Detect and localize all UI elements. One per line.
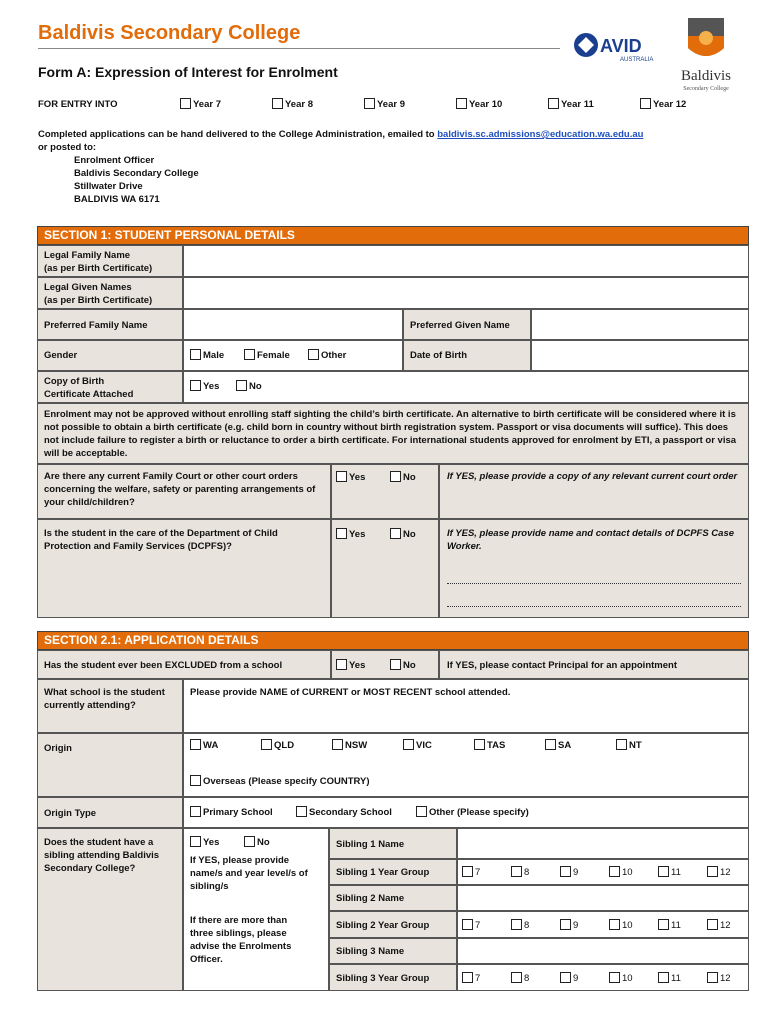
- gender-male-checkbox[interactable]: Male: [190, 349, 224, 362]
- sib3-year-10[interactable]: 10: [609, 972, 633, 985]
- sib3-year-options: [457, 964, 749, 991]
- sib1-year-options: [457, 859, 749, 885]
- origin-wa-checkbox[interactable]: WA: [190, 739, 218, 752]
- sib3-year-9[interactable]: 9: [560, 972, 578, 985]
- sib3-year-label: Sibling 3 Year Group: [329, 964, 457, 991]
- section1-header: SECTION 1: STUDENT PERSONAL DETAILS: [37, 226, 749, 245]
- origin-type-options-cell: [183, 797, 749, 828]
- birth-cert-yes-checkbox[interactable]: Yes: [190, 380, 219, 393]
- sib2-year-7[interactable]: 7: [462, 919, 480, 932]
- legal-family-label-cell: Legal Family Name (as per Birth Certificate): [37, 245, 183, 277]
- birth-cert-options-cell: [183, 371, 749, 403]
- sib2-name-label: Sibling 2 Name: [329, 885, 457, 911]
- birth-cert-label-cell: Copy of Birth Certificate Attached: [37, 371, 183, 403]
- pref-given-label-cell: Preferred Given Name: [403, 309, 531, 340]
- sibling-no-checkbox[interactable]: No: [244, 836, 270, 849]
- origin-sa-checkbox[interactable]: SA: [545, 739, 571, 752]
- section2-header: SECTION 2.1: APPLICATION DETAILS: [37, 631, 749, 650]
- origin-vic-checkbox[interactable]: VIC: [403, 739, 432, 752]
- sib3-year-8[interactable]: 8: [511, 972, 529, 985]
- origin-other-checkbox[interactable]: Other (Please specify): [416, 806, 529, 819]
- caseworker-line-1[interactable]: [447, 583, 741, 584]
- address-line: Baldivis Secondary College: [74, 168, 199, 179]
- entry-year-8[interactable]: Year 8: [272, 98, 313, 111]
- address-line: BALDIVIS WA 6171: [74, 194, 160, 205]
- address-line: Enrolment Officer: [74, 155, 155, 166]
- origin-secondary-checkbox[interactable]: Secondary School: [296, 806, 392, 819]
- court-order-yes-checkbox[interactable]: Yes: [336, 471, 365, 484]
- legal-family-input[interactable]: [183, 245, 749, 277]
- sib3-year-11[interactable]: 11: [658, 972, 681, 985]
- entry-year-7[interactable]: Year 7: [180, 98, 221, 111]
- origin-tas-checkbox[interactable]: TAS: [474, 739, 505, 752]
- header-rule: [38, 48, 560, 49]
- legal-given-input[interactable]: [183, 277, 749, 309]
- form-title: Form A: Expression of Interest for Enrolment: [38, 64, 338, 80]
- sib1-year-12[interactable]: 12: [707, 866, 731, 879]
- sib1-name-label: Sibling 1 Name: [329, 828, 457, 859]
- origin-overseas-checkbox[interactable]: Overseas (Please specify COUNTRY): [190, 775, 370, 788]
- origin-qld-checkbox[interactable]: QLD: [261, 739, 294, 752]
- excluded-yes-checkbox[interactable]: Yes: [336, 659, 365, 672]
- court-order-question-cell: Are there any current Family Court or other court orders concerning the welfare, safety or parenting arrangements of your child/children?: [37, 464, 331, 519]
- excluded-options-cell: [331, 650, 439, 679]
- pref-family-input[interactable]: [183, 309, 403, 340]
- avid-logo: [572, 30, 662, 64]
- sib3-year-7[interactable]: 7: [462, 972, 480, 985]
- pref-given-input[interactable]: [531, 309, 749, 340]
- sib1-year-10[interactable]: 10: [609, 866, 633, 879]
- sib1-name-input[interactable]: [457, 828, 749, 859]
- origin-label-cell: Origin: [37, 733, 183, 797]
- college-crest: [668, 14, 744, 94]
- sib1-year-7[interactable]: 7: [462, 866, 480, 879]
- crest-icon: [668, 14, 744, 94]
- current-school-input[interactable]: [183, 679, 749, 733]
- entry-label: FOR ENTRY INTO: [38, 99, 118, 110]
- sib3-name-input[interactable]: [457, 938, 749, 964]
- court-order-no-checkbox[interactable]: No: [390, 471, 416, 484]
- intro-posted: or posted to:: [38, 142, 97, 153]
- sib2-year-options: [457, 911, 749, 938]
- gender-label-cell: Gender: [37, 340, 183, 371]
- sib2-year-8[interactable]: 8: [511, 919, 529, 932]
- entry-year-12[interactable]: Year 12: [640, 98, 686, 111]
- sib2-year-11[interactable]: 11: [658, 919, 681, 932]
- sibling-yes-checkbox[interactable]: Yes: [190, 836, 219, 849]
- entry-year-11[interactable]: Year 11: [548, 98, 594, 111]
- birth-cert-notice: Enrolment may not be approved without enrolling staff sighting the child’s birth certificate. An alternative to birth certificate will be considered where it is not possible to obtain a birth certificate (e.g. child born in country without birth registration system. Passport or visa documents will suffice). This does not include failure to register a birth or reluctance to order a birth certificate. For international students approved for enrolment by ETI, a passport or visa will be acceptable.: [37, 403, 749, 464]
- sib3-year-12[interactable]: 12: [707, 972, 731, 985]
- college-name: Baldivis Secondary College: [38, 22, 301, 44]
- gender-other-checkbox[interactable]: Other: [308, 349, 346, 362]
- sib1-year-9[interactable]: 9: [560, 866, 578, 879]
- origin-type-label-cell: Origin Type: [37, 797, 183, 828]
- sibling-more-note: If there are more than three siblings, please advise the Enrolments Officer.: [190, 915, 292, 965]
- court-order-note-cell: If YES, please provide a copy of any relevant current court order: [439, 464, 749, 519]
- origin-nt-checkbox[interactable]: NT: [616, 739, 642, 752]
- sib1-year-11[interactable]: 11: [658, 866, 681, 879]
- gender-female-checkbox[interactable]: Female: [244, 349, 290, 362]
- excluded-note-cell: If YES, please contact Principal for an appointment: [439, 650, 749, 679]
- sibling-options-cell: [183, 828, 329, 991]
- court-order-options-cell: [331, 464, 439, 519]
- sib3-name-label: Sibling 3 Name: [329, 938, 457, 964]
- dcpfs-options-cell: [331, 519, 439, 618]
- crest-sub: Secondary College: [683, 86, 729, 92]
- address-line: Stillwater Drive: [74, 181, 143, 192]
- dob-label-cell: Date of Birth: [403, 340, 531, 371]
- pref-family-label-cell: Preferred Family Name: [37, 309, 183, 340]
- sib2-year-label: Sibling 2 Year Group: [329, 911, 457, 938]
- sib2-year-9[interactable]: 9: [560, 919, 578, 932]
- birth-cert-no-checkbox[interactable]: No: [236, 380, 262, 393]
- sib1-year-8[interactable]: 8: [511, 866, 529, 879]
- caseworker-line-2[interactable]: [447, 606, 741, 607]
- sibling-yes-note: If YES, please provide name/s and year level/s of sibling/s: [190, 855, 308, 892]
- admissions-email-link[interactable]: baldivis.sc.admissions@education.wa.edu.au: [437, 129, 644, 140]
- legal-given-label-cell: Legal Given Names (as per Birth Certificate): [37, 277, 183, 309]
- dcpfs-question-cell: Is the student in the care of the Department of Child Protection and Family Services (DCPFS)?: [37, 519, 331, 618]
- dob-input[interactable]: [531, 340, 749, 371]
- entry-year-9[interactable]: Year 9: [364, 98, 405, 111]
- origin-options-cell: [183, 733, 749, 797]
- avid-logo-sub: AUSTRALIA: [620, 57, 654, 63]
- excluded-question-cell: Has the student ever been EXCLUDED from a school: [37, 650, 331, 679]
- avid-logo-text: AVID: [600, 36, 642, 56]
- sib2-name-input[interactable]: [457, 885, 749, 911]
- sibling-question-cell: Does the student have a sibling attending Baldivis Secondary College?: [37, 828, 183, 991]
- intro-text: Completed applications can be hand delivered to the College Administration, emailed to baldivis.sc.admissions@education.wa.edu.au: [38, 129, 644, 140]
- origin-primary-checkbox[interactable]: Primary School: [190, 806, 273, 819]
- dcpfs-note-cell: If YES, please provide name and contact details of DCPFS Case Worker.: [439, 519, 749, 618]
- avid-logo-icon: [572, 30, 662, 64]
- sib2-year-12[interactable]: 12: [707, 919, 731, 932]
- current-school-hint: Please provide NAME of CURRENT or MOST RECENT school attended.: [190, 687, 511, 698]
- current-school-label-cell: What school is the student currently attending?: [37, 679, 183, 733]
- dcpfs-no-checkbox[interactable]: No: [390, 528, 416, 541]
- excluded-no-checkbox[interactable]: No: [390, 659, 416, 672]
- sib2-year-10[interactable]: 10: [609, 919, 633, 932]
- gender-options-cell: [183, 340, 403, 371]
- origin-nsw-checkbox[interactable]: NSW: [332, 739, 367, 752]
- sib1-year-label: Sibling 1 Year Group: [329, 859, 457, 885]
- entry-year-10[interactable]: Year 10: [456, 98, 502, 111]
- dcpfs-yes-checkbox[interactable]: Yes: [336, 528, 365, 541]
- crest-name: Baldivis: [680, 68, 732, 84]
